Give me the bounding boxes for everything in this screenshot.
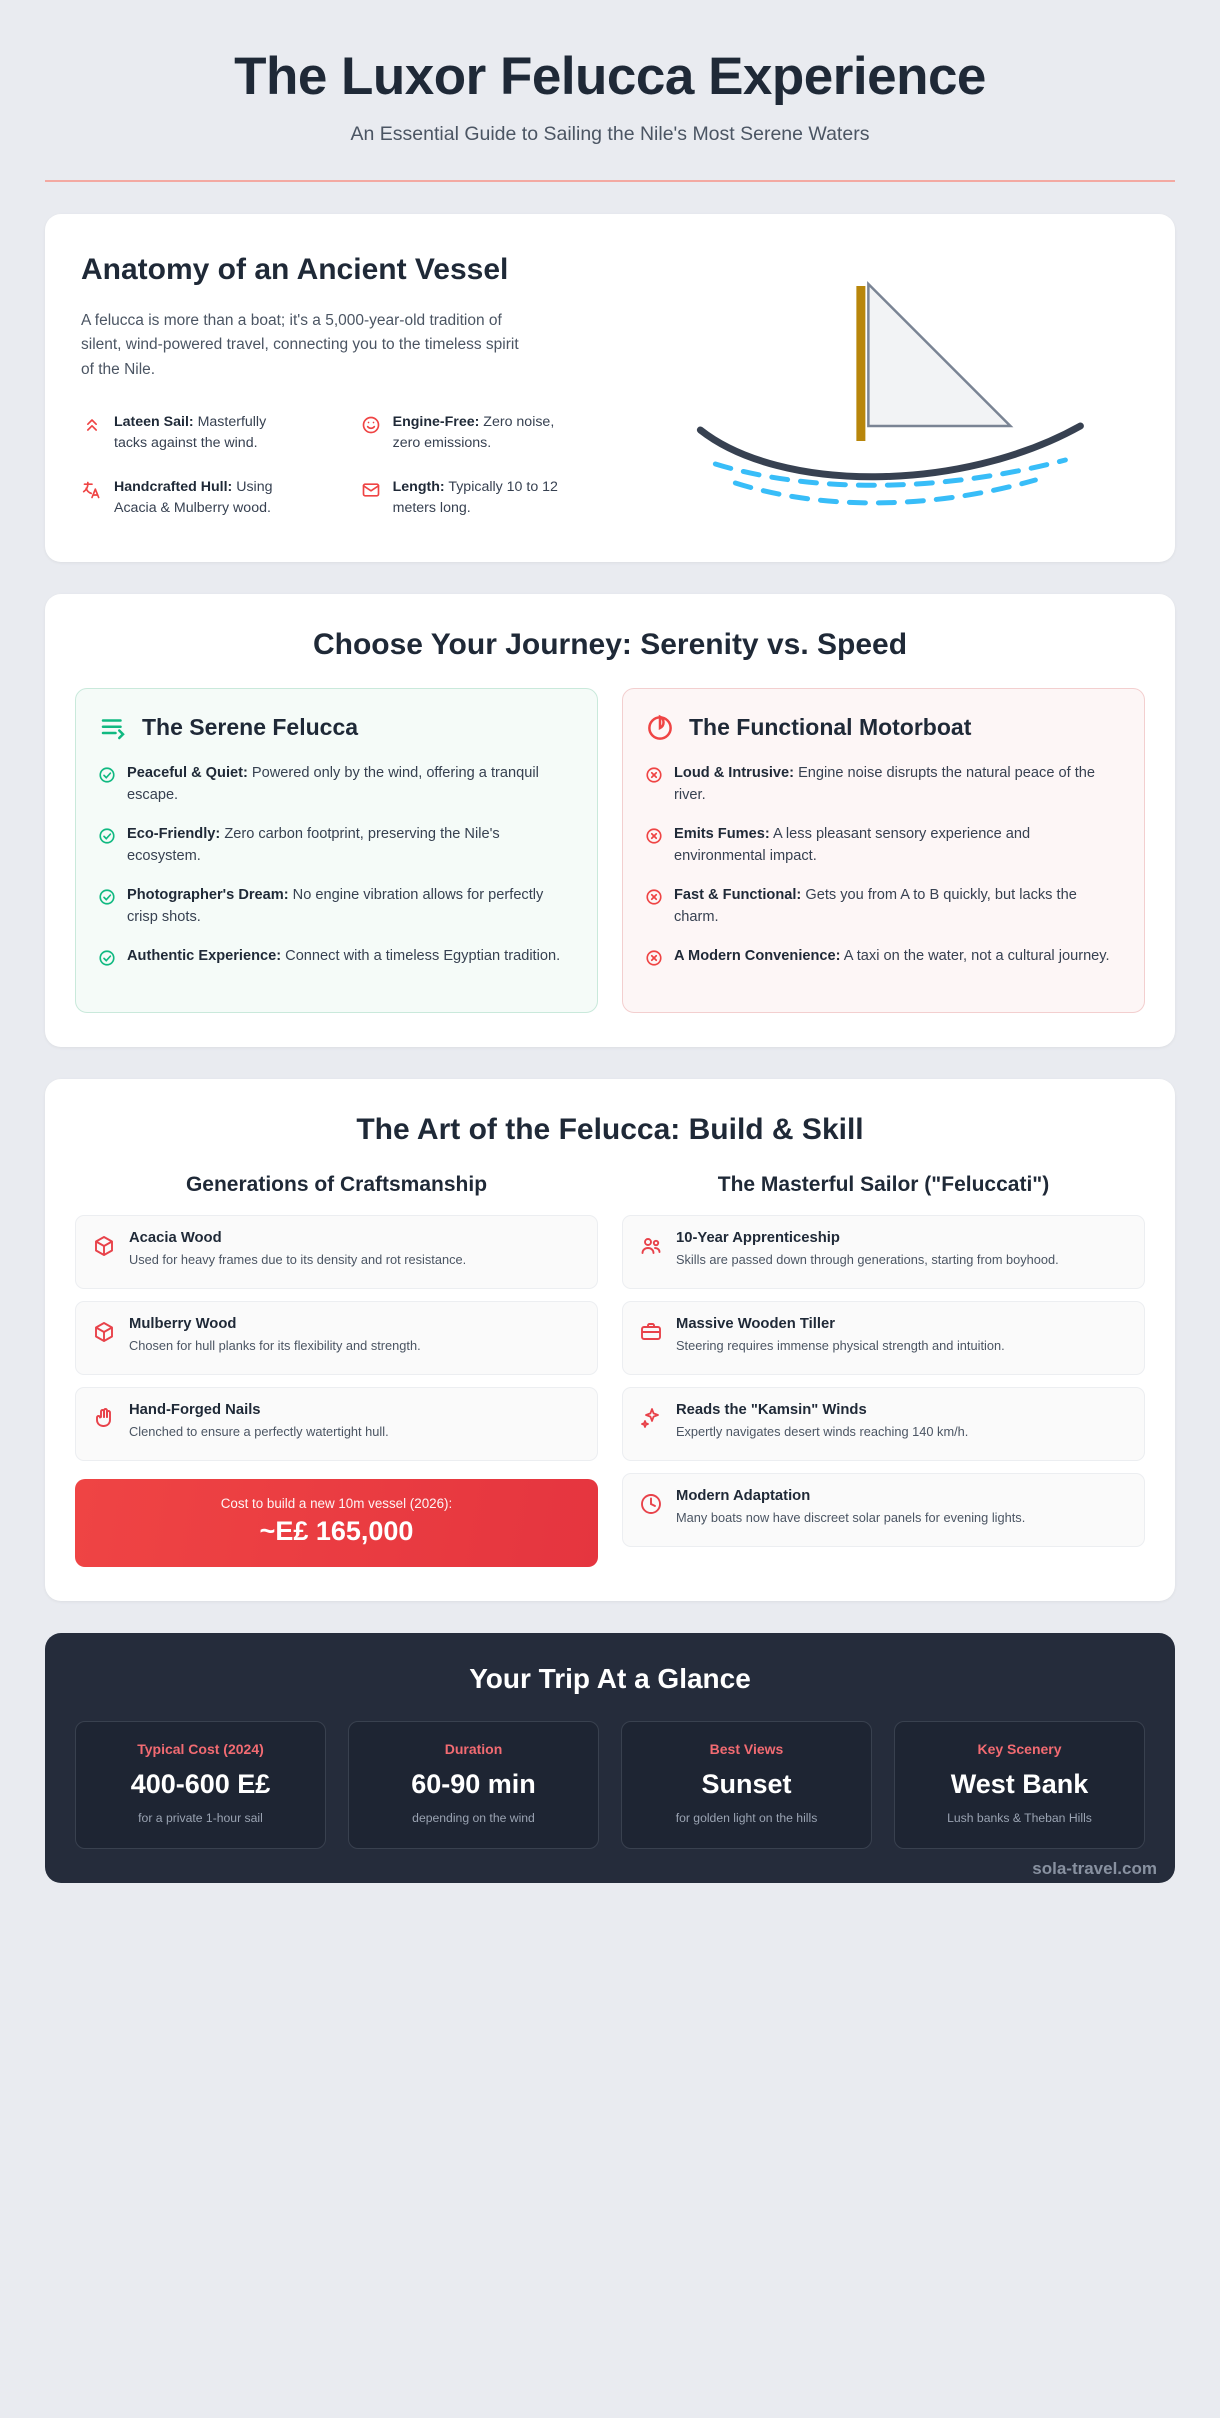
- pro-item-label: Authentic Experience:: [127, 947, 282, 964]
- list-item: [75, 1215, 598, 1289]
- list-item-desc: Steering requires immense physical strength and intuition.: [676, 1338, 1005, 1354]
- stat-card: [348, 1721, 599, 1849]
- list-item-title: 10-Year Apprenticeship: [676, 1230, 840, 1247]
- pro-item-desc: Connect with a timeless Egyptian tradition.: [285, 947, 561, 964]
- box-icon: [92, 1320, 116, 1344]
- con-item-desc: Gets you from A to B quickly, but lacks the charm.: [674, 886, 1077, 925]
- anatomy-section: [45, 214, 1175, 562]
- con-item-desc: A taxi on the water, not a cultural journey.: [843, 947, 1110, 964]
- con-item-label: Emits Fumes:: [674, 826, 770, 843]
- list-item-desc: Chosen for hull planks for its flexibility and strength.: [129, 1338, 421, 1354]
- glance-title: Your Trip At a Glance: [469, 1663, 751, 1695]
- serene-felucca-column: [75, 688, 598, 1013]
- compare-title: Choose Your Journey: Serenity vs. Speed: [312, 628, 908, 662]
- anatomy-feature-label: Length:: [392, 479, 445, 496]
- list-item-title: Reads the "Kamsin" Winds: [676, 1402, 867, 1419]
- pro-item-desc: Powered only by the wind, offering a tranquil escape.: [127, 765, 539, 804]
- build-cost-label: Cost to build a new 10m vessel (2026):: [220, 1496, 453, 1512]
- page-title: The Luxor Felucca Experience: [234, 47, 986, 106]
- list-item: [622, 1387, 1145, 1461]
- con-item-label: Loud & Intrusive:: [674, 765, 794, 782]
- list-item-body: [129, 1316, 421, 1356]
- pro-item-desc: Zero carbon footprint, preserving the Nile's ecosystem.: [127, 826, 500, 864]
- briefcase-icon: [639, 1320, 663, 1344]
- list-item-desc: Many boats now have discreet solar panels for evening lights.: [676, 1510, 1026, 1526]
- pro-item-text: [127, 763, 575, 807]
- anatomy-feature: [81, 477, 342, 518]
- list-item: [75, 1387, 598, 1461]
- build-cost-value: ~E£ 165,000: [259, 1516, 414, 1547]
- pro-item-text: [127, 824, 575, 868]
- translate-icon: [81, 479, 103, 501]
- list-item-body: [676, 1402, 968, 1442]
- list-item-title: Massive Wooden Tiller: [676, 1316, 835, 1333]
- propeller-icon: [645, 713, 675, 743]
- x-circle-icon: [645, 827, 663, 845]
- anatomy-feature: [81, 412, 342, 453]
- clock-icon: [639, 1492, 663, 1516]
- stat-card: [75, 1721, 326, 1849]
- pro-item-desc: No engine vibration allows for perfectly crisp shots.: [127, 886, 544, 925]
- anatomy-text-column: [75, 248, 626, 528]
- anatomy-feature-desc: Typically 10 to 12 meters long.: [392, 479, 558, 517]
- check-circle-icon: [98, 766, 116, 784]
- chevrons-up-icon: [81, 414, 103, 436]
- motorboat-header: [645, 713, 1122, 743]
- box-icon: [92, 1234, 116, 1258]
- con-item-label: Fast & Functional:: [674, 886, 802, 903]
- pro-item-label: Peaceful & Quiet:: [127, 765, 248, 782]
- glance-section: [45, 1633, 1175, 1883]
- list-item: [622, 1473, 1145, 1547]
- stat-value: 60-90 min: [411, 1768, 536, 1799]
- anatomy-feature-text: [114, 477, 289, 518]
- con-item: [645, 824, 1122, 868]
- con-item-label: A Modern Convenience:: [674, 947, 841, 964]
- stat-note: depending on the wind: [412, 1810, 535, 1825]
- sail-lines-icon: [98, 713, 128, 743]
- sailor-heading: The Masterful Sailor ("Feluccati"): [717, 1173, 1050, 1197]
- anatomy-paragraph: A felucca is more than a boat; it's a 5,000-year-old tradition of silent, wind-powered travel, connecting you to the timeless spirit of the Nile.: [81, 311, 519, 378]
- anatomy-feature-label: Lateen Sail:: [114, 414, 194, 431]
- list-item-title: Mulberry Wood: [129, 1316, 237, 1333]
- list-item-desc: Used for heavy frames due to its density and rot resistance.: [129, 1252, 467, 1268]
- stat-label: Key Scenery: [977, 1741, 1062, 1758]
- check-circle-icon: [98, 949, 116, 967]
- con-item: [645, 763, 1122, 807]
- stat-label: Duration: [444, 1741, 503, 1758]
- glance-stats: [75, 1721, 1145, 1849]
- list-item: [622, 1301, 1145, 1375]
- art-title: The Art of the Felucca: Build & Skill: [356, 1113, 864, 1147]
- con-item-text: [674, 946, 1110, 968]
- stat-value: Sunset: [701, 1768, 792, 1799]
- list-item-title: Modern Adaptation: [676, 1488, 811, 1505]
- pro-item-label: Photographer's Dream:: [127, 886, 289, 903]
- list-item-body: [129, 1402, 389, 1442]
- list-item-body: [676, 1316, 1005, 1356]
- list-item-desc: Expertly navigates desert winds reaching 140 km/h.: [676, 1424, 969, 1440]
- stat-label: Typical Cost (2024): [137, 1741, 264, 1758]
- x-circle-icon: [645, 949, 663, 967]
- group-icon: [639, 1234, 663, 1258]
- anatomy-feature: [360, 412, 621, 453]
- list-item: [75, 1301, 598, 1375]
- mail-icon: [360, 479, 382, 501]
- anatomy-feature-desc: Using Acacia & Mulberry wood.: [114, 479, 273, 517]
- stat-value: 400-600 E£: [130, 1768, 271, 1799]
- pro-item-text: [127, 946, 560, 968]
- hand-icon: [92, 1406, 116, 1430]
- stat-card: [621, 1721, 872, 1849]
- list-item-title: Acacia Wood: [129, 1230, 222, 1247]
- stat-note: for golden light on the hills: [675, 1810, 818, 1825]
- page-subtitle: An Essential Guide to Sailing the Nile's Most Serene Waters: [350, 123, 870, 146]
- anatomy-feature-desc: Zero noise, zero emissions.: [392, 414, 555, 451]
- compare-columns: [75, 688, 1145, 1013]
- anatomy-feature-desc: Masterfully tacks against the wind.: [114, 414, 267, 451]
- stat-note: Lush banks & Theban Hills: [947, 1810, 1092, 1825]
- list-item: [622, 1215, 1145, 1289]
- pro-item-label: Eco-Friendly:: [127, 826, 221, 843]
- list-item-body: [676, 1230, 1059, 1270]
- check-circle-icon: [98, 888, 116, 906]
- anatomy-title: Anatomy of an Ancient Vessel: [81, 253, 509, 287]
- con-item-desc: A less pleasant sensory experience and environmental impact.: [674, 826, 1031, 864]
- anatomy-feature-label: Engine-Free:: [392, 414, 480, 431]
- build-cost-callout: [75, 1479, 598, 1567]
- anatomy-feature: [360, 477, 621, 518]
- list-item-body: [129, 1230, 466, 1270]
- check-circle-icon: [98, 827, 116, 845]
- sailor-column: [622, 1173, 1145, 1567]
- sparkles-icon: [639, 1406, 663, 1430]
- list-item-desc: Clenched to ensure a perfectly watertight hull.: [129, 1424, 389, 1440]
- con-item-text: [674, 763, 1122, 807]
- anatomy-feature-text: [393, 412, 568, 453]
- con-item: [645, 885, 1122, 929]
- x-circle-icon: [645, 888, 663, 906]
- craftsmanship-column: [75, 1173, 598, 1567]
- pro-item: [98, 824, 575, 868]
- motorboat-column: [622, 688, 1145, 1013]
- anatomy-feature-grid: [81, 412, 620, 518]
- page-header: [45, 14, 1175, 182]
- anatomy-feature-label: Handcrafted Hull:: [114, 479, 233, 496]
- watermark: sola-travel.com: [1032, 1859, 1157, 1879]
- pro-item: [98, 885, 575, 929]
- anatomy-feature-text: [393, 477, 568, 518]
- stat-card: [894, 1721, 1145, 1849]
- felucca-illustration: [636, 248, 1145, 528]
- serene-felucca-heading: The Serene Felucca: [142, 714, 359, 741]
- stat-label: Best Views: [709, 1741, 784, 1758]
- con-item: [645, 946, 1122, 968]
- craftsmanship-heading: Generations of Craftsmanship: [185, 1173, 488, 1197]
- motorboat-heading: The Functional Motorboat: [689, 714, 972, 741]
- header-divider: [45, 180, 1175, 182]
- pro-item-text: [127, 885, 575, 929]
- serene-felucca-header: [98, 713, 575, 743]
- con-item-desc: Engine noise disrupts the natural peace of the river.: [674, 765, 1096, 804]
- compare-section: [45, 594, 1175, 1047]
- smile-icon: [360, 414, 382, 436]
- con-item-text: [674, 824, 1122, 868]
- list-item-desc: Skills are passed down through generations, starting from boyhood.: [676, 1252, 1059, 1268]
- list-item-body: [676, 1488, 1025, 1528]
- con-item-text: [674, 885, 1122, 929]
- anatomy-feature-text: [114, 412, 289, 453]
- art-section: [45, 1079, 1175, 1601]
- boat-graphic: [636, 278, 1145, 528]
- x-circle-icon: [645, 766, 663, 784]
- art-columns: [75, 1173, 1145, 1567]
- list-item-title: Hand-Forged Nails: [129, 1402, 261, 1419]
- pro-item: [98, 946, 575, 968]
- stat-value: West Bank: [950, 1768, 1089, 1799]
- pro-item: [98, 763, 575, 807]
- stat-note: for a private 1-hour sail: [138, 1810, 263, 1825]
